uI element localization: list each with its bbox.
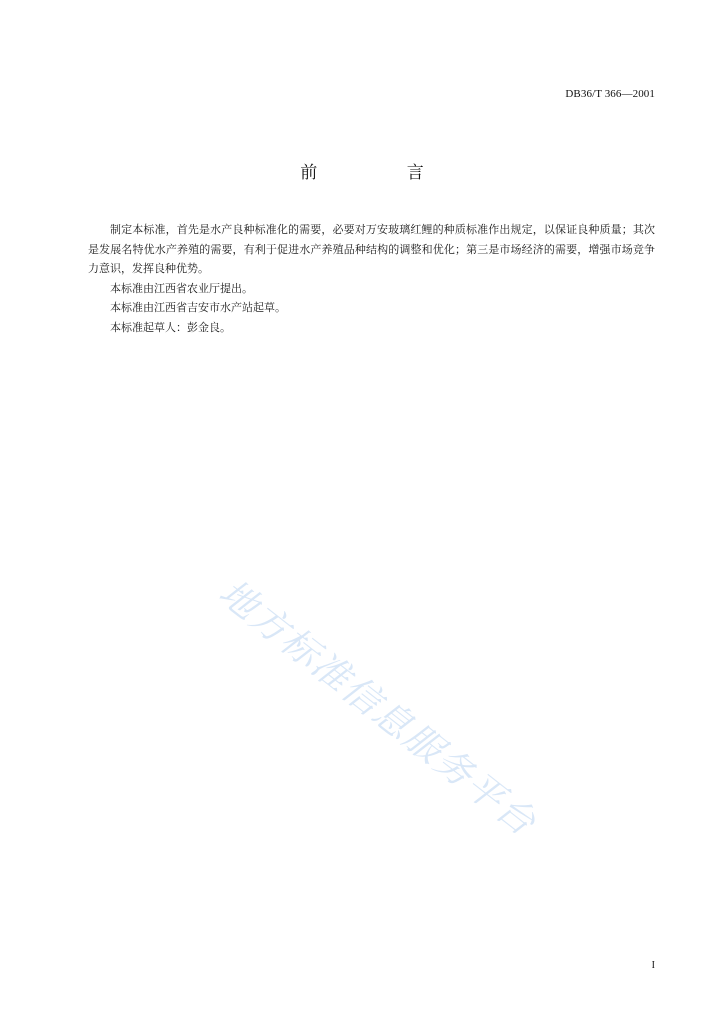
standard-code: DB36/T 366—2001 [565,88,655,100]
paragraph-drafter-unit: 本标准由江西省吉安市水产站起草。 [110,301,286,314]
paragraph-proposer: 本标准由江西省农业厅提出。 [110,281,253,295]
page-number: I [651,960,655,971]
watermark: 地方标准信息服务平台 [210,570,545,845]
page-title: 前 言 [300,163,466,183]
body-text [88,220,655,337]
paragraph-purpose: 制定本标准，首先是水产良种标准化的需要，必要对万安玻璃红鲤的种质标准作出规定，以保证良种质量；其次是发展名特优水产养殖的需要，有利于促进水产养殖品种结构的调整和优化；第三是市场经济的需要，增强市场竞争力意识，发挥良种优势。 [88,223,655,275]
paragraph-drafter-person: 本标准起草人：彭金良。 [110,320,231,334]
